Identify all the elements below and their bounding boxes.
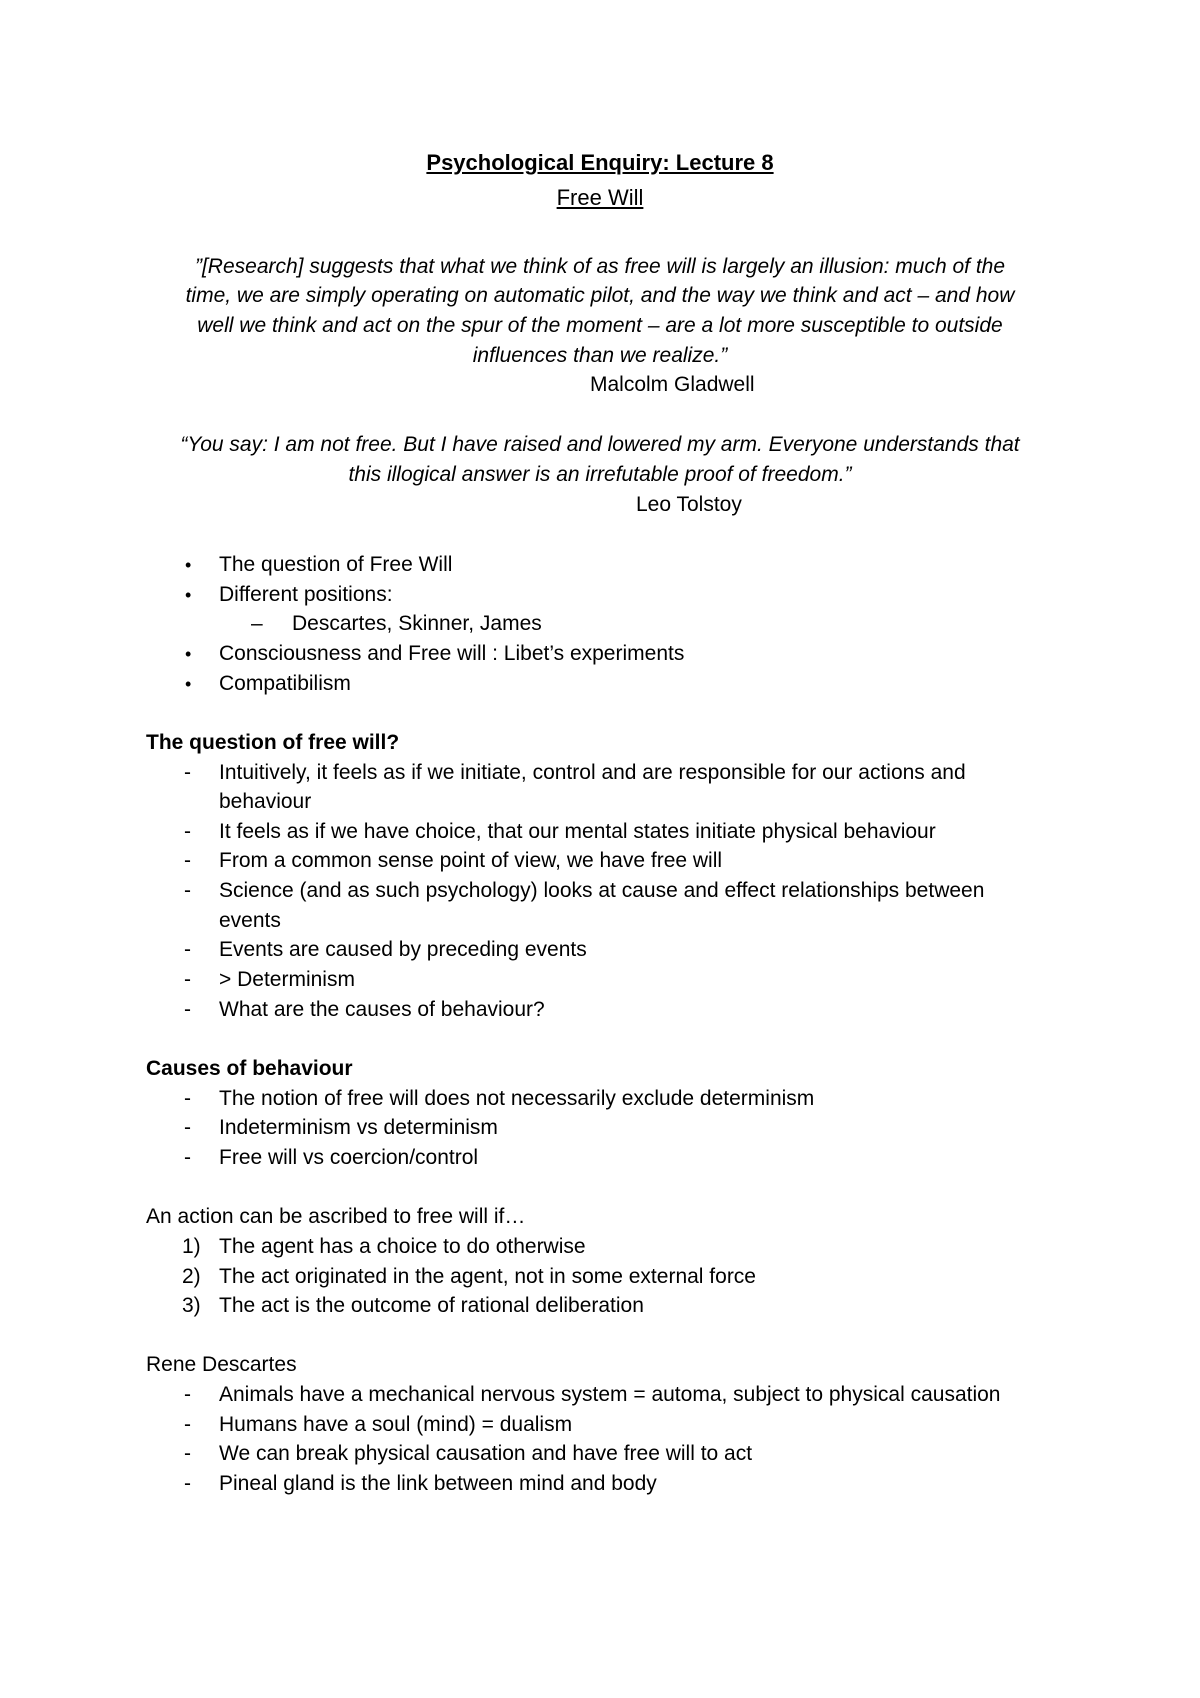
quote-line: influences than we realize.” bbox=[472, 344, 728, 367]
list-item: From a common sense point of view, we have free will bbox=[219, 849, 723, 872]
quote-line: ”[Research] suggests that what we think of as free will is largely an illusion: much of the bbox=[194, 255, 1006, 278]
list-item: Animals have a mechanical nervous system = automa, subject to physical causation bbox=[219, 1383, 1001, 1406]
list-item: The question of Free Will bbox=[219, 553, 453, 576]
list-item: The notion of free will does not necessarily exclude determinism bbox=[219, 1087, 815, 1110]
list-item: Events are caused by preceding events bbox=[219, 938, 587, 961]
dash-icon: - bbox=[184, 1442, 191, 1465]
list-item: Free will vs coercion/control bbox=[219, 1146, 479, 1169]
list-item: Different positions: bbox=[219, 583, 393, 606]
bullet-icon: • bbox=[185, 674, 192, 694]
dash-icon: - bbox=[184, 998, 191, 1021]
dash-icon: - bbox=[184, 1146, 191, 1169]
list-item: Consciousness and Free will : Libet’s experiments bbox=[219, 642, 685, 665]
list-item: Science (and as such psychology) looks at cause and effect relationships between bbox=[219, 879, 985, 902]
list-item: It feels as if we have choice, that our mental states initiate physical behaviour bbox=[219, 820, 936, 843]
section-heading: Causes of behaviour bbox=[146, 1057, 353, 1080]
bullet-icon: • bbox=[185, 585, 192, 605]
list-item: Descartes, Skinner, James bbox=[292, 612, 542, 635]
dash-icon: - bbox=[184, 1383, 191, 1406]
quote-line: “You say: I am not free. But I have raised and lowered my arm. Everyone understands that bbox=[180, 433, 1020, 456]
quote-line: this illogical answer is an irrefutable proof of freedom.” bbox=[348, 463, 852, 486]
dash-icon: - bbox=[184, 1087, 191, 1110]
section-heading: The question of free will? bbox=[146, 731, 400, 754]
list-item: Pineal gland is the link between mind and body bbox=[219, 1472, 657, 1495]
list-item: The act is the outcome of rational deliberation bbox=[219, 1294, 644, 1317]
dash-icon: - bbox=[184, 761, 191, 784]
bullet-icon: • bbox=[185, 644, 192, 664]
dash-icon: – bbox=[251, 612, 263, 635]
quote-line: time, we are simply operating on automatic pilot, and the way we think and act – and how bbox=[185, 284, 1015, 307]
list-number: 3) bbox=[182, 1294, 201, 1317]
list-number: 1) bbox=[182, 1235, 201, 1258]
section-heading: An action can be ascribed to free will if… bbox=[146, 1205, 526, 1228]
list-item: Compatibilism bbox=[219, 672, 351, 695]
list-number: 2) bbox=[182, 1265, 201, 1288]
dash-icon: - bbox=[184, 1472, 191, 1495]
dash-icon: - bbox=[184, 1116, 191, 1139]
dash-icon: - bbox=[184, 938, 191, 961]
list-item-continuation: behaviour bbox=[219, 790, 312, 813]
list-item: Humans have a soul (mind) = dualism bbox=[219, 1413, 573, 1436]
dash-icon: - bbox=[184, 849, 191, 872]
list-item: Intuitively, it feels as if we initiate, control and are responsible for our actions and bbox=[219, 761, 966, 784]
list-item: The agent has a choice to do otherwise bbox=[219, 1235, 586, 1258]
quote-line: well we think and act on the spur of the moment – are a lot more susceptible to outside bbox=[197, 314, 1003, 337]
list-item: What are the causes of behaviour? bbox=[219, 998, 545, 1021]
quote-author: Leo Tolstoy bbox=[636, 493, 742, 516]
bullet-icon: • bbox=[185, 555, 192, 575]
list-item: We can break physical causation and have free will to act bbox=[219, 1442, 753, 1465]
list-item-continuation: events bbox=[219, 909, 281, 932]
page-subtitle: Free Will bbox=[556, 185, 644, 210]
quote-author: Malcolm Gladwell bbox=[590, 373, 755, 396]
dash-icon: - bbox=[184, 879, 191, 902]
list-item: Indeterminism vs determinism bbox=[219, 1116, 498, 1139]
dash-icon: - bbox=[184, 820, 191, 843]
section-heading: Rene Descartes bbox=[146, 1353, 297, 1376]
list-item: > Determinism bbox=[219, 968, 355, 991]
list-item: The act originated in the agent, not in some external force bbox=[219, 1265, 756, 1288]
dash-icon: - bbox=[184, 1413, 191, 1436]
page-title: Psychological Enquiry: Lecture 8 bbox=[426, 150, 774, 175]
dash-icon: - bbox=[184, 968, 191, 991]
